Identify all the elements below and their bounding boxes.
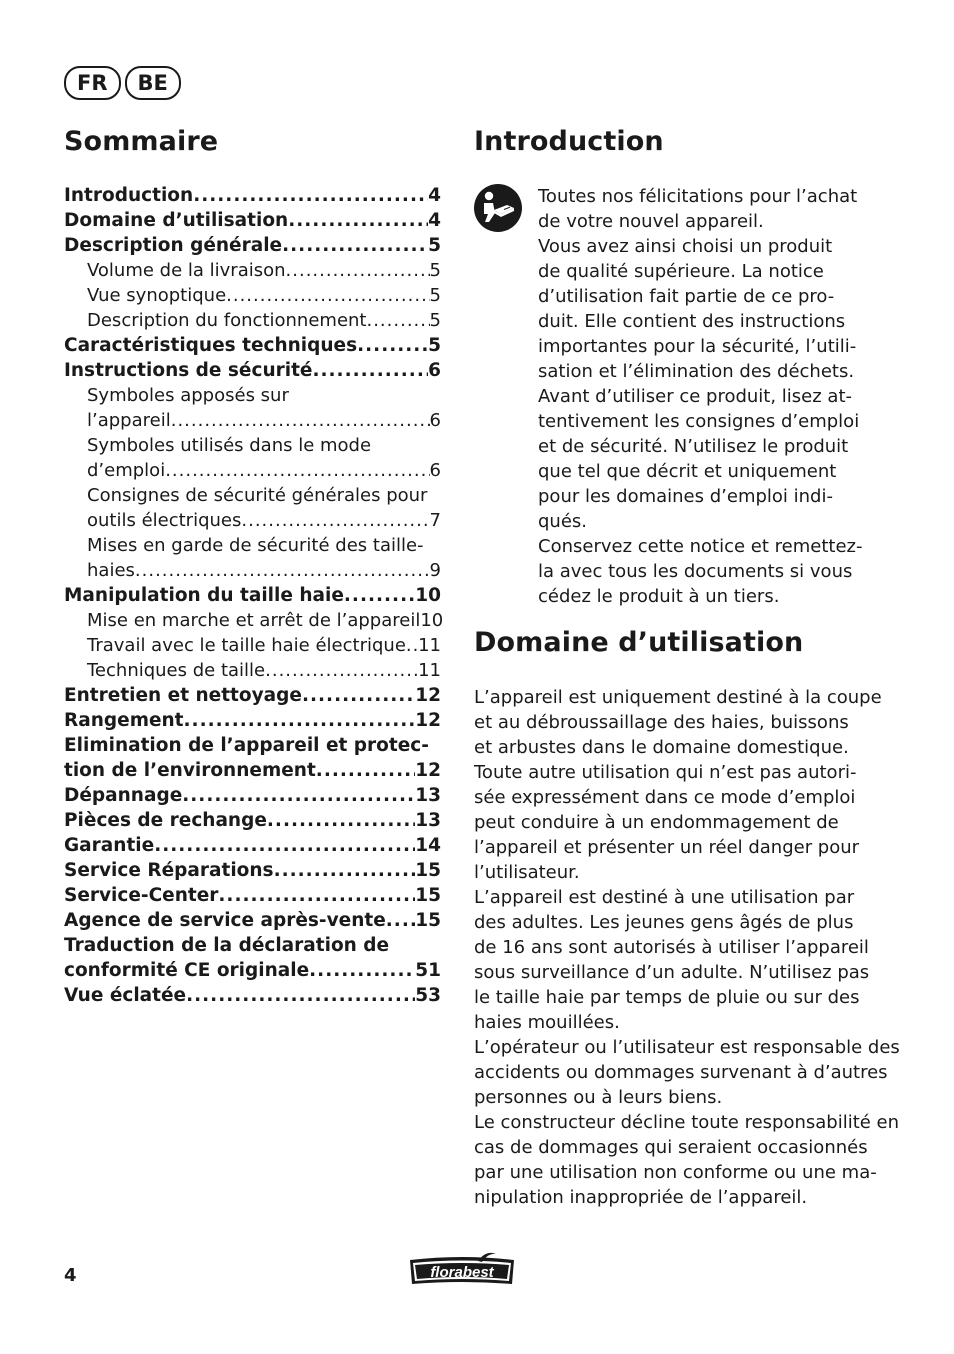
toc-leader-dots — [316, 758, 415, 783]
text-line: l’utilisateur. — [474, 862, 580, 883]
toc-entry-page: 6 — [429, 410, 441, 431]
text-line: tentivement les consignes d’emploi — [538, 411, 860, 432]
toc-leader-dots — [218, 883, 415, 908]
text-line: et au débroussaillage des haies, buissons — [474, 712, 849, 733]
domaine-heading: Domaine d’utilisation — [474, 627, 804, 658]
toc-entry-page: 6 — [428, 360, 441, 381]
toc-entry-title: Consignes de sécurité générales pour — [87, 485, 428, 506]
text-line: de 16 ans sont autorisés à utiliser l’appareil — [474, 937, 869, 958]
toc-entry-page: 10 — [415, 585, 441, 606]
toc-entry-page: 12 — [415, 685, 441, 706]
toc-leader-dots — [265, 658, 418, 683]
introduction-heading: Introduction — [474, 126, 664, 157]
text-line: qués. — [538, 511, 588, 532]
toc-entry — [64, 583, 441, 608]
toc-entry-page: 53 — [415, 985, 441, 1006]
table-of-contents — [64, 183, 444, 1008]
text-line: sée expressément dans ce mode d’emploi — [474, 787, 856, 808]
toc-entry-page: 14 — [415, 835, 441, 856]
toc-entry-title: Vue éclatée — [64, 985, 187, 1006]
toc-entry — [64, 683, 441, 708]
toc-entry — [64, 783, 441, 808]
toc-entry — [64, 408, 441, 433]
text-line: Toute autre utilisation qui n’est pas autori- — [474, 762, 857, 783]
toc-entry-title: Symboles utilisés dans le mode — [87, 435, 372, 456]
toc-leader-dots — [357, 333, 428, 358]
toc-entry — [64, 908, 441, 933]
toc-leader-dots — [226, 283, 429, 308]
toc-entry-page: 4 — [428, 185, 441, 206]
toc-leader-dots — [309, 958, 415, 983]
toc-entry-title: Mises en garde de sécurité des taille- — [87, 535, 424, 556]
toc-leader-dots — [184, 708, 416, 733]
toc-leader-dots — [282, 233, 428, 258]
toc-entry — [64, 183, 441, 208]
toc-entry-page: 51 — [415, 960, 441, 981]
toc-entry-title: l’appareil — [87, 410, 171, 431]
toc-entry-page: 13 — [415, 785, 441, 806]
toc-leader-dots — [193, 183, 428, 208]
text-line: le taille haie par temps de pluie ou sur des — [474, 987, 860, 1008]
text-line: l’appareil et présenter un réel danger pour — [474, 837, 860, 858]
toc-entry-title: Techniques de taille — [87, 660, 266, 681]
introduction-text — [538, 184, 868, 609]
toc-entry — [64, 208, 441, 233]
toc-entry-page: 5 — [428, 335, 441, 356]
text-line: d’utilisation fait partie de ce pro- — [538, 286, 835, 307]
toc-entry-title: Dépannage — [64, 785, 183, 806]
language-badges — [64, 66, 181, 100]
toc-entry — [64, 858, 441, 883]
text-line: pour les domaines d’emploi indi- — [538, 486, 833, 507]
text-line: Toutes nos félicitations pour l’achat — [538, 186, 858, 207]
toc-entry-page: 5 — [428, 235, 441, 256]
toc-entry-title: Rangement — [64, 710, 184, 731]
toc-entry — [64, 883, 441, 908]
toc-leader-dots — [286, 258, 430, 283]
text-line: Vous avez ainsi choisi un produit — [538, 236, 833, 257]
text-line: importantes pour la sécurité, l’utili- — [538, 336, 857, 357]
language-badge-fr: FR — [64, 66, 121, 100]
toc-entry-title: Agence de service après-vente — [64, 910, 386, 931]
toc-leader-dots — [241, 508, 429, 533]
text-line: Avant d’utiliser ce produit, lisez at- — [538, 386, 852, 407]
text-line: L’opérateur ou l’utilisateur est responsable des — [474, 1037, 900, 1058]
text-line: personnes ou à leurs biens. — [474, 1087, 723, 1108]
text-line: sous surveillance d’un adulte. N’utilisez pas — [474, 962, 870, 983]
toc-leader-dots — [165, 458, 429, 483]
toc-entry — [64, 608, 444, 633]
toc-entry-page: 11 — [418, 660, 441, 681]
toc-entry-page: 15 — [415, 885, 441, 906]
toc-entry — [64, 258, 441, 283]
toc-leader-dots — [366, 308, 429, 333]
logo-text: florabest — [430, 1264, 494, 1281]
read-manual-icon — [474, 184, 522, 232]
toc-leader-dots — [312, 358, 428, 383]
toc-entry — [64, 758, 441, 783]
toc-entry-title: Service Réparations — [64, 860, 274, 881]
toc-entry-title: Pièces de rechange — [64, 810, 267, 831]
text-line: Conservez cette notice et remettez- — [538, 536, 863, 557]
toc-entry-page: 5 — [429, 285, 441, 306]
toc-entry-page: 5 — [429, 260, 441, 281]
toc-entry-title: Elimination de l’appareil et protec- — [64, 735, 429, 756]
toc-entry — [64, 708, 441, 733]
toc-entry-title: Volume de la livraison — [87, 260, 286, 281]
text-line: que tel que décrit et uniquement — [538, 461, 837, 482]
language-badge-be: BE — [125, 66, 181, 100]
text-line: L’appareil est destiné à une utilisation par — [474, 887, 855, 908]
toc-entry-title: Mise en marche et arrêt de l’appareil — [87, 610, 421, 631]
toc-entry-title: Vue synoptique — [87, 285, 227, 306]
text-line: par une utilisation non conforme ou une ma- — [474, 1162, 877, 1183]
toc-entry — [64, 233, 441, 258]
toc-entry-page: 11 — [418, 635, 441, 656]
toc-entry — [64, 308, 441, 333]
toc-entry-page: 13 — [415, 810, 441, 831]
text-line: la avec tous les documents si vous — [538, 561, 853, 582]
toc-entry-page: 6 — [429, 460, 441, 481]
text-line: peut conduire à un endommagement de — [474, 812, 839, 833]
text-line: nipulation inappropriée de l’appareil. — [474, 1187, 808, 1208]
toc-entry-page: 12 — [415, 760, 441, 781]
toc-entry-page: 12 — [415, 710, 441, 731]
toc-entry-title: Manipulation du taille haie — [64, 585, 344, 606]
toc-entry — [64, 283, 441, 308]
text-line: de votre nouvel appareil. — [538, 211, 764, 232]
toc-leader-dots — [154, 833, 415, 858]
toc-leader-dots — [344, 583, 415, 608]
toc-entry — [64, 983, 441, 1008]
toc-entry — [64, 558, 441, 583]
toc-leader-dots — [182, 783, 415, 808]
text-line: cédez le produit à un tiers. — [538, 586, 780, 607]
toc-leader-dots — [171, 408, 430, 433]
toc-entry-title: d’emploi — [87, 460, 166, 481]
toc-entry-title: Instructions de sécurité — [64, 360, 313, 381]
toc-entry-page: 5 — [429, 310, 441, 331]
toc-entry-title: Entretien et nettoyage — [64, 685, 302, 706]
toc-entry — [64, 508, 441, 533]
text-line: cas de dommages qui seraient occasionnés — [474, 1137, 868, 1158]
toc-entry-title: Domaine d’utilisation — [64, 210, 289, 231]
toc-entry-title: tion de l’environnement — [64, 760, 316, 781]
toc-entry-title: conformité CE originale — [64, 960, 310, 981]
toc-entry-page: 4 — [428, 210, 441, 231]
toc-leader-dots — [288, 208, 428, 233]
page-number: 4 — [64, 1265, 77, 1286]
florabest-logo — [406, 1250, 518, 1288]
toc-entry-page: 15 — [415, 910, 441, 931]
toc-entry-title: Description du fonctionnement — [87, 310, 367, 331]
toc-entry-page: 9 — [429, 560, 441, 581]
text-line: duit. Elle contient des instructions — [538, 311, 846, 332]
toc-entry — [64, 833, 441, 858]
toc-entry-page: 10 — [420, 610, 444, 631]
toc-entry-title: outils électriques — [87, 510, 242, 531]
toc-entry — [64, 458, 441, 483]
toc-entry — [64, 958, 441, 983]
toc-leader-dots — [386, 908, 415, 933]
text-line: de qualité supérieure. La notice — [538, 261, 824, 282]
text-line: L’appareil est uniquement destiné à la coupe — [474, 687, 882, 708]
toc-leader-dots — [274, 858, 416, 883]
text-line: et arbustes dans le domaine domestique. — [474, 737, 849, 758]
text-line: accidents ou dommages survenant à d’autres — [474, 1062, 888, 1083]
toc-leader-dots — [135, 558, 430, 583]
toc-entry-page: 15 — [415, 860, 441, 881]
toc-leader-dots — [302, 683, 415, 708]
toc-entry — [64, 658, 441, 683]
toc-entry-title: Garantie — [64, 835, 155, 856]
toc-leader-dots — [406, 633, 418, 658]
text-line: Le constructeur décline toute responsabilité en — [474, 1112, 900, 1133]
toc-entry-title: Service-Center — [64, 885, 219, 906]
toc-heading: Sommaire — [64, 126, 219, 157]
toc-entry — [64, 808, 441, 833]
toc-entry-title: Travail avec le taille haie électrique — [87, 635, 406, 656]
toc-entry-title: Description générale — [64, 235, 283, 256]
toc-entry-title: Traduction de la déclaration de — [64, 935, 390, 956]
toc-entry-page: 7 — [429, 510, 441, 531]
toc-leader-dots — [186, 983, 415, 1008]
text-line: et de sécurité. N’utilisez le produit — [538, 436, 849, 457]
toc-entry — [64, 633, 441, 658]
text-line: des adultes. Les jeunes gens âgés de plus — [474, 912, 854, 933]
text-line: sation et l’élimination des déchets. — [538, 361, 855, 382]
toc-entry — [64, 333, 441, 358]
toc-entry-title: Symboles apposés sur — [87, 385, 289, 406]
text-line: haies mouillées. — [474, 1012, 620, 1033]
toc-leader-dots — [267, 808, 415, 833]
domaine-text — [474, 685, 900, 1210]
toc-entry — [64, 358, 441, 383]
toc-entry-title: Introduction — [64, 185, 194, 206]
toc-entry-title: haies — [87, 560, 135, 581]
toc-entry-title: Caractéristiques techniques — [64, 335, 358, 356]
